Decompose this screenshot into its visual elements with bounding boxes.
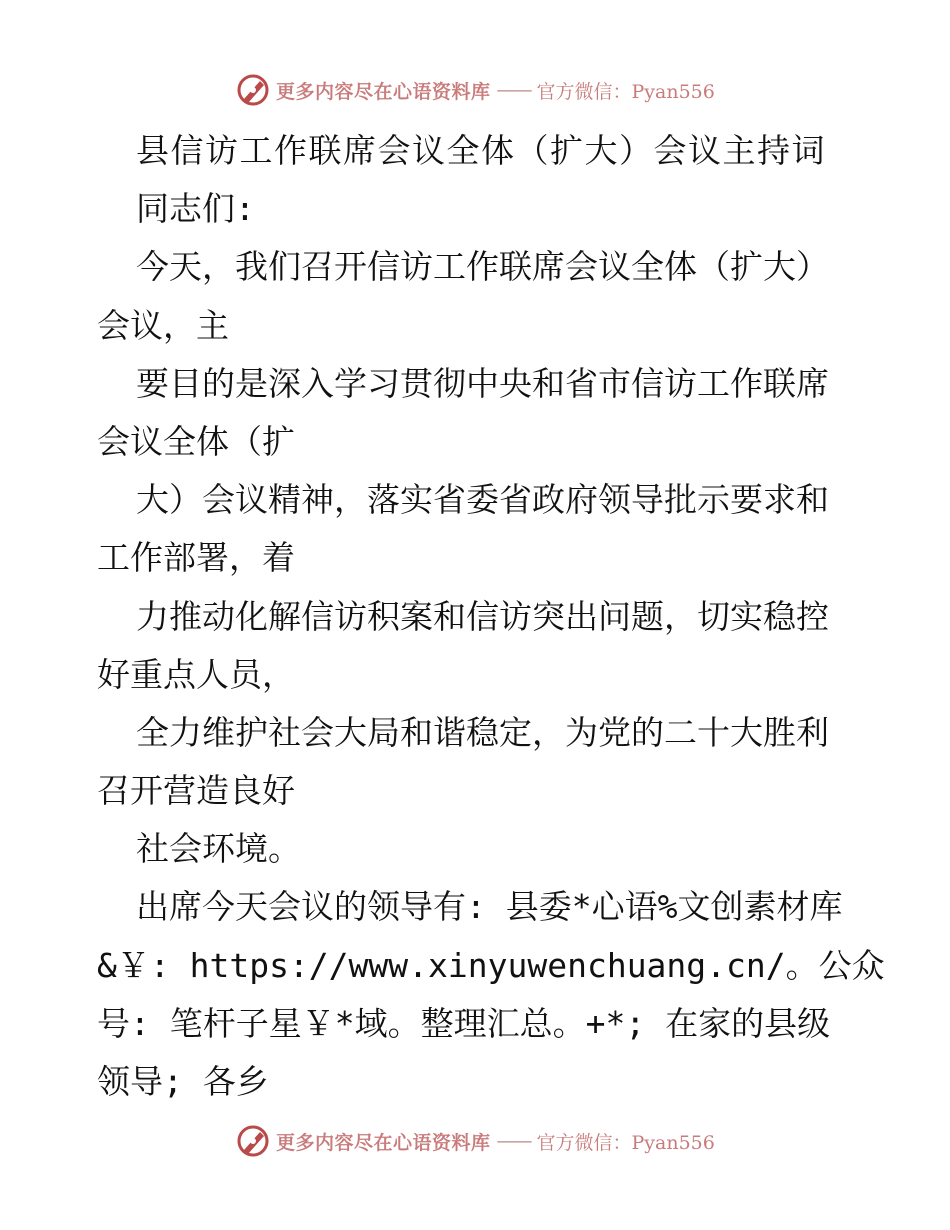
banner-wechat: 官方微信：Pyan556 [536,1131,715,1154]
text-line: 领导; 各乡 [97,1062,269,1101]
text-line: 同志们: [136,189,255,229]
pen-logo-icon [236,73,270,107]
banner-dash: —— [496,1130,531,1152]
header-banner [236,72,715,108]
text-line: 力推动化解信访积案和信访突出问题，切实稳控 [136,596,829,636]
text-line: 会议全体（扩 [97,421,295,461]
footer-banner [236,1123,715,1159]
banner-wechat: 官方微信：Pyan556 [536,80,715,103]
text-line: 号: 笔杆子星￥*域。整理汇总。+*; 在家的县级 [97,1003,831,1043]
text-line: 会议，主 [97,305,229,345]
document-body [97,122,885,1111]
text-line: &￥: https://www.xinyuwenchuang.cn/。公众 [97,945,885,985]
text-line: 好重点人员， [97,654,295,694]
text-line: 工作部署，着 [97,538,295,578]
text-line: 大）会议精神，落实省委省政府领导批示要求和 [136,480,829,520]
banner-title: 更多内容尽在心语资料库 [276,1131,491,1154]
text-line: 出席今天会议的领导有: 县委*心语%文创素材库 [136,887,843,927]
text-line: 今天，我们召开信访工作联席会议全体（扩大） [136,247,829,287]
text-line: 全力维护社会大局和谐稳定，为党的二十大胜利 [136,712,829,752]
text-line: 召开营造良好 [97,771,295,811]
text-line: 要目的是深入学习贯彻中央和省市信访工作联席 [136,363,829,403]
document-title: 县信访工作联席会议全体（扩大）会议主持词 [136,131,826,170]
banner-dash: —— [496,79,531,101]
pen-logo-icon [236,1124,270,1158]
banner-title: 更多内容尽在心语资料库 [276,80,491,103]
text-line: 社会环境。 [136,829,301,869]
